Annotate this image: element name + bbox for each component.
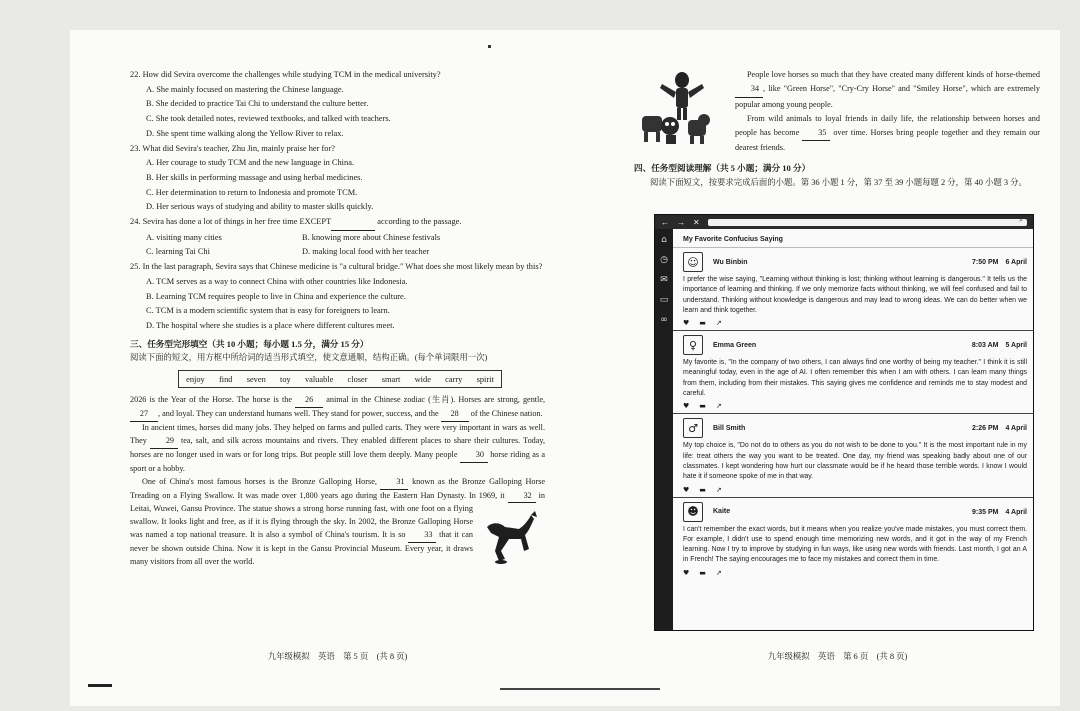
text: horse riding as a sport or a hobby. [130, 449, 546, 473]
text: of the Chinese nation. [470, 409, 543, 419]
text: , like "Green Horse", "Cry-Cry Horse" and "Smiley Horse", which are extremely popular among young people. [735, 84, 1040, 109]
word: spirit [476, 374, 494, 384]
bronze-horse-illustration [479, 507, 539, 567]
question-stem: 25. In the last paragraph, Sevira says that Chinese medicine is "a cultural bridge." What does she most likely mean by this? [130, 262, 543, 272]
close-icon[interactable]: ✕ [693, 217, 700, 227]
option-c: C. TCM is a modern scientific system that is easy for foreigners to learn. [146, 306, 390, 316]
post-actions [683, 319, 1027, 327]
share-icon[interactable]: ↗ [715, 485, 722, 494]
exam-sheet [70, 30, 1060, 706]
word: wide [414, 374, 431, 384]
post-time: 7:50 PM 6 April [972, 259, 1027, 266]
blank-27[interactable]: 27 [130, 408, 158, 422]
section-4-instructions: 阅读下面短文，按要求完成后面的小题。第 36 小题 1 分，第 37 至 39 小题每题 2 分，第 40 小题 3 分。 [650, 177, 1027, 187]
blank-35[interactable]: 35 [802, 126, 830, 141]
blank-28[interactable]: 28 [441, 408, 469, 422]
toy-horses-illustration [638, 70, 718, 148]
scan-mark [88, 684, 112, 687]
post-time: 9:35 PM 4 April [972, 508, 1027, 516]
word: find [218, 374, 233, 384]
question-23 [130, 142, 545, 216]
clock-icon[interactable]: ◷ [660, 255, 668, 265]
option-d: D. making local food with her teacher [302, 247, 430, 257]
page-6 [630, 30, 1045, 706]
option-d: D. The hospital where she studies is a place where different cultures meet. [146, 320, 395, 330]
post-time: 2:26 PM 4 April [972, 425, 1027, 433]
word: seven [246, 374, 266, 384]
blank-33[interactable]: 33 [408, 529, 436, 543]
section-4-title: 四、任务型阅读理解（共 5 小题；满分 10 分） [634, 163, 811, 173]
option-a: A. visiting many cities [146, 232, 222, 242]
mail-icon[interactable]: ✉ [660, 275, 668, 285]
post-body: I can't remember the exact words, but it means when you realize you've made mistakes, you must correct them. For example, I didn't use to spend enough time memorizing new words, and it got in the way of my French learning. Now I try to improve by studying in fun ways, like using new words with friends. Last month, I got an A in French! The saying encourages me to face my mistakes and correct them in time. [683, 525, 1027, 564]
question-25 [130, 260, 545, 334]
section-3-instructions: 阅读下面的短文，用方框中所给词的适当形式填空，使文意通顺，结构正确。(每个单词限用一次) [130, 353, 488, 363]
share-icon[interactable]: ↗ [715, 568, 722, 577]
passage-paragraph-5 [735, 112, 1040, 156]
comment-icon[interactable]: ▬ [699, 485, 706, 494]
browser-toolbar [655, 215, 1033, 229]
post-body: My favorite is, "In the company of two others, I can always find one worthy of being my teacher." I think it is still meaningful today, even in the age of AI. I often remember this when I am with others. I can learn many things from them, including from their mistakes. This saying gives me confidence and reminds me to stay modest and careful. [683, 359, 1027, 398]
blank-26[interactable]: 26 [295, 394, 323, 408]
forum-screenshot [654, 214, 1034, 631]
sidebar [655, 229, 673, 630]
comment-icon[interactable]: ▬ [699, 319, 706, 328]
text: in Leitai, Wuwei, Gansu Province. The statue shows a strong horse running fast, with one foot on a flying swallow. It looks light and free, as if it is flying through the sky. In 2002, the Bronze Galloping Horse was named a top national treasure. It is also a symbol of China's tourism. It is so [130, 490, 545, 540]
post-header [683, 417, 1027, 439]
blank-32[interactable]: 32 [508, 490, 536, 504]
word: smart [381, 374, 401, 384]
text: One of China's most famous horses is the Bronze Galloping Horse, [142, 476, 377, 486]
share-icon[interactable]: ↗ [715, 319, 722, 328]
share-icon[interactable]: ↗ [715, 402, 722, 411]
word: enjoy [186, 374, 205, 384]
option-c: C. She took detailed notes, reviewed textbooks, and talked with teachers. [146, 114, 391, 124]
section-4 [634, 158, 1044, 190]
page-5 [130, 30, 545, 706]
post-header [683, 251, 1027, 273]
section-3-title: 三、任务型完形填空（共 10 小题；每小题 1.5 分，满分 15 分） [130, 338, 369, 349]
option-d: D. Her serious ways of studying and ability to master skills quickly. [146, 202, 374, 212]
forward-icon[interactable]: → [677, 217, 685, 227]
question-24 [130, 215, 545, 260]
text: animal in the Chinese zodiac (生肖). Horses are strong, gentle, [326, 395, 546, 405]
option-b: B. Learning TCM requires people to live in China and experience the culture. [146, 291, 406, 301]
answer-blank[interactable] [331, 215, 375, 231]
word: closer [347, 374, 368, 384]
post-author: Kaite [713, 508, 731, 516]
post-author: Bill Smith [713, 424, 746, 432]
post-author: Emma Green [713, 341, 757, 349]
like-icon[interactable]: ♥ [683, 485, 690, 494]
passage-paragraph-2 [130, 422, 545, 476]
post [673, 248, 1033, 331]
post-actions [683, 486, 1027, 494]
post [673, 414, 1033, 497]
feed-title: My Favorite Confucius Saying [673, 229, 1033, 248]
blank-31[interactable]: 31 [380, 476, 408, 490]
post [673, 331, 1033, 414]
word: carry [445, 374, 463, 384]
option-b: B. She decided to practice Tai Chi to understand the culture better. [146, 99, 369, 109]
option-c: C. learning Tai Chi [146, 247, 210, 257]
question-stem [130, 215, 545, 231]
text: over time. Horses bring people together and they remain our dearest friends. [735, 128, 1040, 153]
question-stem-end: according to the passage. [377, 217, 462, 227]
post-actions [683, 402, 1027, 410]
question-stem-start: 24. Sevira has done a lot of things in her free time EXCEPT [130, 217, 332, 227]
text: that it can never be shown outside China. Now it is kept in the Gansu Provincial Museum. Every year, it draws many visitors from all over the world. [130, 530, 473, 567]
post-time: 8:03 AM 5 April [971, 342, 1027, 350]
blank-29[interactable]: 29 [150, 435, 178, 449]
text: In ancient times, horses did many jobs. They helped on farms and pulled carts. They were very important in wars as well. They [130, 422, 545, 445]
passage-paragraph-1 [130, 394, 545, 422]
like-icon[interactable]: ♥ [683, 568, 690, 577]
option-b: B. Her skills in performing massage and using herbal medicines. [146, 172, 363, 182]
text: 2026 is the Year of the Horse. The horse is the [130, 395, 292, 405]
option-c: C. Her determination to return to Indonesia and promote TCM. [146, 187, 358, 197]
avatar: ☺ [683, 252, 703, 272]
text: known as the Bronze Galloping Horse Treading on a Flying Swallow. It was made over 1,800 years ago during the Eastern Han Dynasty. In 1969, it [130, 476, 546, 500]
page-footer: 九年级模拟 英语 第 5 页 (共 8 页) [267, 652, 408, 661]
like-icon[interactable]: ♥ [683, 319, 690, 328]
word: toy [280, 374, 291, 384]
scan-mark [500, 688, 660, 690]
post [673, 498, 1033, 580]
blank-30[interactable]: 30 [460, 449, 488, 463]
post-body: I prefer the wise saying, "Learning without thinking is lost; thinking without learning is dangerous." It tells us the importance of learning and thinking. If we only memorize facts without thinking, we will feel confused and fail to understand. Thinking without knowledge is dangerous and may lead to wrong ideas. We can do better when we learn and think together. [683, 276, 1027, 314]
text: , and loyal. They can understand humans well. They stand for power, success, and the [158, 409, 439, 419]
word-box [178, 370, 502, 388]
text: tea, salt, and silk across mountains and rivers. They enabled different places to share their cultures. Today, horses are no longer used in wars or for long trips. But people still love them deeply. Many people [130, 435, 546, 459]
chat-icon[interactable]: ▭ [659, 295, 669, 305]
home-icon[interactable]: ⌂ [661, 235, 667, 245]
avatar: ♀ [683, 335, 703, 355]
question-stem: 23. What did Sevira's teacher, Zhu Jin, mainly praise her for? [130, 143, 335, 153]
option-d: D. She spent time walking along the Yellow River to relax. [146, 128, 344, 138]
text: People love horses so much that they have created many different kinds of horse-themed [747, 70, 1040, 79]
post-header [683, 334, 1027, 356]
blank-34[interactable]: 34 [735, 82, 763, 97]
question-stem: 22. How did Sevira overcome the challenges while studying TCM in the medical university? [130, 70, 441, 79]
post-body: My top choice is, "Do not do to others as you do not wish to be done to you." It is the most important rule in my life: treat others the way you want to be treated. One day, my friend was speaking badly about one of our classmates. I kept wondering how hurt our classmate would be if he heard those terrible words. I know I would hate it if someone spoke of me in that way. [683, 442, 1027, 481]
link-icon[interactable]: ∞ [660, 315, 668, 325]
passage-end [735, 68, 1040, 156]
avatar: ☻ [683, 502, 703, 522]
search-icon[interactable]: ⌕ [1019, 216, 1023, 224]
passage-paragraph-3 [130, 476, 545, 569]
comment-icon[interactable]: ▬ [699, 402, 706, 411]
feed [673, 229, 1033, 630]
post-author: Wu Binbin [713, 258, 748, 266]
option-b: B. knowing more about Chinese festivals [302, 232, 441, 242]
word: valuable [304, 374, 334, 384]
question-22 [130, 68, 545, 142]
option-a: A. Her courage to study TCM and the new language in China. [146, 158, 355, 168]
address-bar[interactable] [708, 216, 1027, 226]
post-actions [683, 569, 1027, 577]
page-footer: 九年级模拟 英语 第 6 页 (共 8 页) [767, 652, 908, 661]
text: From wild animals to loyal friends in daily life, the relationship between horses and people has become [735, 113, 1040, 138]
comment-icon[interactable]: ▬ [699, 568, 706, 577]
like-icon[interactable]: ♥ [683, 402, 690, 411]
option-a: A. She mainly focused on mastering the Chinese language. [146, 84, 344, 94]
option-a: A. TCM serves as a way to connect China with other countries like Indonesia. [146, 276, 408, 286]
back-icon[interactable]: ← [661, 217, 669, 227]
post-header [683, 501, 1027, 523]
passage-paragraph-4 [735, 68, 1040, 112]
avatar: ♂ [683, 418, 703, 438]
